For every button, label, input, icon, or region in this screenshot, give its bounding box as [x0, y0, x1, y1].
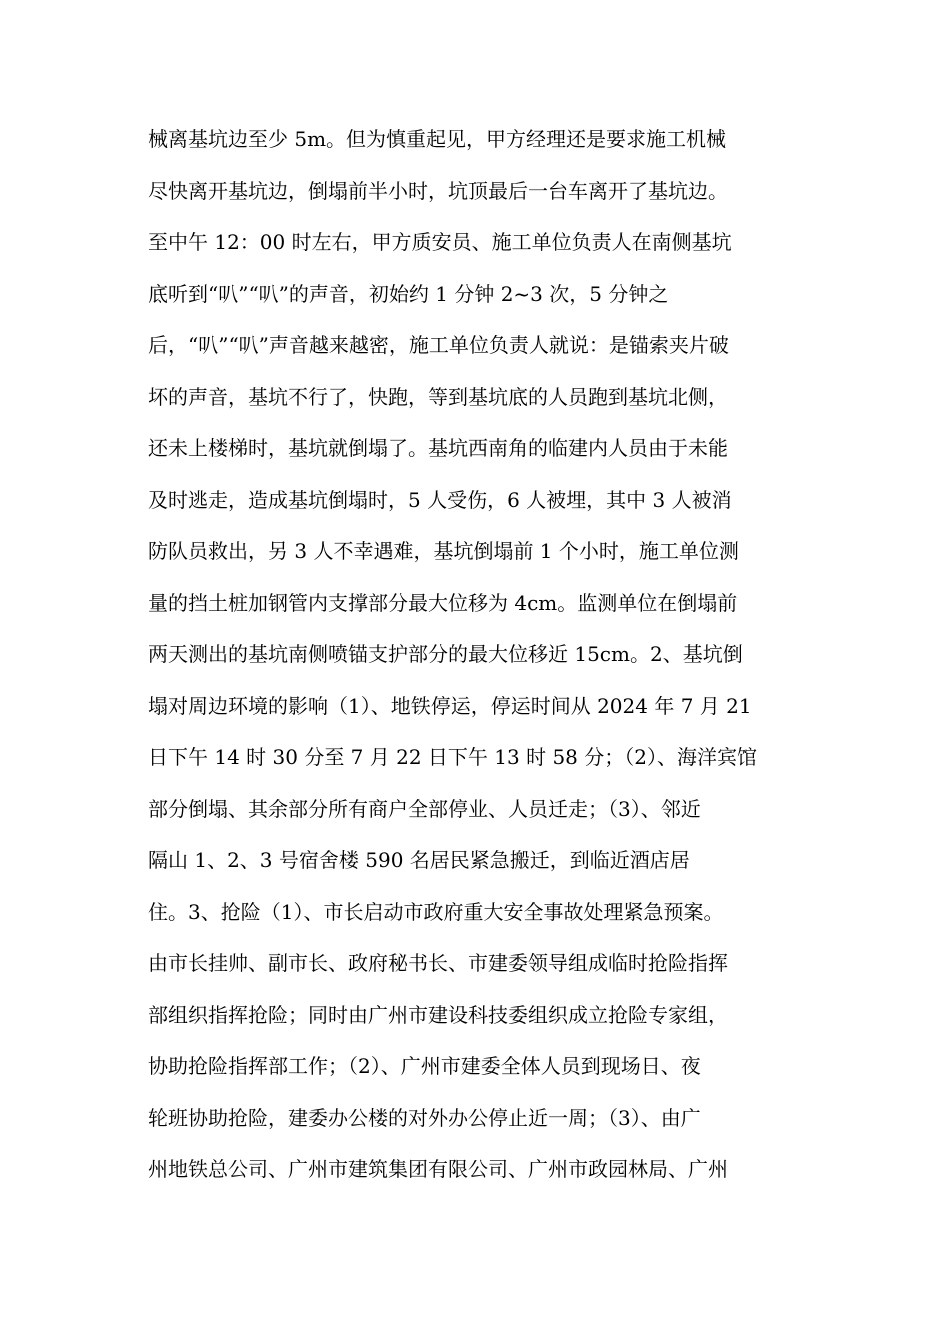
text-line: 塌对周边环境的影响（1）、地铁停运，停运时间从 2024 年 7 月 21 [148, 693, 752, 718]
text-line: 防队员救出，另 3 人不幸遇难，基坑倒塌前 1 个小时，施工单位测 [148, 539, 739, 563]
body-text [148, 114, 808, 1196]
text-line: 两天测出的基坑南侧喷锚支护部分的最大位移近 15cm。2、基坑倒 [148, 642, 743, 666]
text-line: 日下午 14 时 30 分至 7 月 22 日下午 13 时 58 分；（2）、海洋宾馆 [148, 745, 757, 769]
text-line: 部组织指挥抢险；同时由广州市建设科技委组织成立抢险专家组， [148, 1002, 728, 1027]
text-line: 部分倒塌、其余部分所有商户全部停业、人员迁走；（3）、邻近 [148, 796, 701, 821]
text-line: 坏的声音，基坑不行了，快跑，等到基坑底的人员跑到基坑北侧， [148, 384, 728, 409]
text-line: 后，“叭”“叭”声音越来越密，施工单位负责人就说：是锚索夹片破 [148, 333, 729, 357]
text-line: 械离基坑边至少 5m。但为慎重起见，甲方经理还是要求施工机械 [148, 127, 727, 151]
text-line: 至中午 12：00 时左右，甲方质安员、施工单位负责人在南侧基坑 [148, 230, 732, 254]
text-line: 还未上楼梯时，基坑就倒塌了。基坑西南角的临建内人员由于未能 [148, 436, 728, 460]
text-line: 由市长挂帅、副市长、政府秘书长、市建委领导组成临时抢险指挥 [148, 951, 728, 975]
text-line: 轮班协助抢险，建委办公楼的对外办公停止近一周；（3）、由广 [148, 1105, 701, 1130]
text-line: 住。3、抢险（1）、市长启动市政府重大安全事故处理紧急预案。 [148, 899, 724, 924]
text-line: 底听到“叭”“叭”的声音，初始约 1 分钟 2~3 次，5 分钟之 [148, 281, 669, 306]
text-line: 量的挡土桩加钢管内支撑部分最大位移为 4cm。监测单位在倒塌前 [148, 590, 738, 615]
text-line: 州地铁总公司、广州市建筑集团有限公司、广州市政园林局、广州 [148, 1157, 728, 1181]
text-line: 隔山 1、2、3 号宿舍楼 590 名居民紧急搬迁，到临近酒店居 [148, 848, 690, 872]
text-line: 尽快离开基坑边，倒塌前半小时，坑顶最后一台车离开了基坑边。 [148, 178, 728, 203]
text-line: 及时逃走，造成基坑倒塌时，5 人受伤，6 人被埋，其中 3 人被消 [148, 487, 732, 512]
text-line: 协助抢险指挥部工作；（2）、广州市建委全体人员到现场日、夜 [148, 1054, 701, 1078]
